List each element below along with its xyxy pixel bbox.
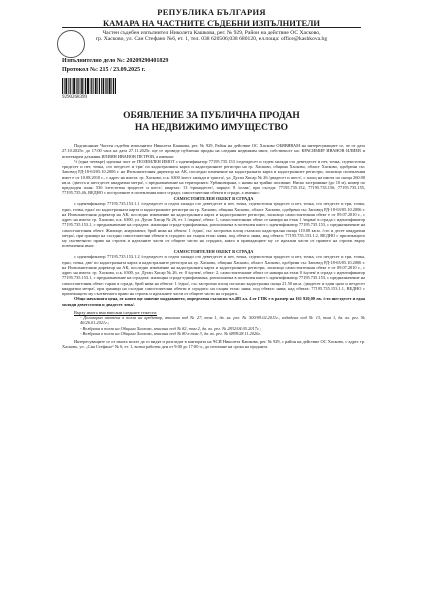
title-line-2: НА НЕДВИЖИМО ИМУЩЕСТВО bbox=[134, 123, 289, 133]
case-number: Изпълнително дело №: 20209290401829 bbox=[62, 58, 169, 64]
property-paragraph: ½ (една четвърт) идеална част от ПОЗЕМЛЕН ИМОТ с идентификатор 77195.735.153 /седемдесет и седем хиляди сто деветдесет и пет, точка, седемстотин тридесет и пет, точка, сто петдесет и три/ по кадастралната карта и кадастралните регистри на гр. Хасково, община Хасково, област Хасково, одобрени със Заповед РД-18-63/05.10.2006 г. на Изпълнителния директор на АК, последно изменение на кадастралната карта и кадастралните регистри, засягащо поземления имот е от 10.08.2010 г., с адрес на имота: гр. Хасково, п.к. 6300 /шест хиляди и триста/, ул. Дугап Хисар № 26 /двадесет и шест/, с площ на имота по скица 260.00 кв.м. /двеста и шестдесет квадратни метра/, с предназначение на територията: Урбанизирана, с начин на трайно ползване: Ниско застрояване (до 10 м), номер по предходен план: 536 /петстотин тридесет и шест/, квартал: 13 /тринадесет/, парцел: 8 /осми/, при съседи: 77195.735.152, 77195.735.156, 77195.735.155, 77195.735.46, ВЕДНО с построените в поземления имот сгради, самостоятелни обекти в сгради, а именно: bbox=[62, 158, 365, 196]
encumbrance-intro: Върху имота има вписани следните тежести: bbox=[74, 309, 158, 315]
sub-object-1-paragraph: с идентификатор 77195.735.153.1.1 /седемдесет и седем хиляди сто деветдесет и пет, точка, седемстотин тридесет и пет, точка, сто петдесет и три, точка, едно, точка, едно/ по кадастралната карта и кадастралните регистри на гр. Хасково, община Хасково, област Хасково, одобрени със Заповед РД-18-63/05.10.2006 г. на Изпълнителния директор на АК, последно изменение на кадастралната карта и кадастралните регистри, засягащо самостоятелния обект е от 09.07.2010 г., с адрес на имота: гр. Хасково, п.к. 6300, ул. Дугап Хисар № 26, ет. 1 /първи/, обект: 1, самостоятелният обект се намира на етаж 1 /първи/ в сграда с идентификатор 77195.735.153.1, с предназначение на сградата: жилищна сграда-еднофамилна, разположена в поземлен имот с идентификатор 77195.735.153, с предназначение на самостоятелния обект: Жилище, апартамент, брой нива на обекта: 1 /едно/, със застроена площ съгласно кадастрална скица 110.00 кв.м. /сто и десет квадратни метра/, при граници на съседни самостоятелни обекти в сградата: на същия етаж: няма, под обекта: няма, над обекта: 77195.735.153.1.2, ВЕДНО с прилежащото му съответното право на строеж и идеалните части от общите части на сградата, както и припадащите му се идеални части от правото на строеж върху поземления имот. bbox=[62, 201, 365, 249]
price-paragraph: Общо началната цена, от която ще започне наддаването, определена съгласно чл.485 ал. 4 от ГПК е в размер на 161 920,00 лв. /сто шестдесет и една хиляди деветстотин и двадесет лева/. bbox=[62, 296, 365, 307]
list-item: - Възбрана в полза на Община Хасково, вписана под № 80 в том 3, дв. вх. рег. № 6899/28.11.2020г. bbox=[80, 330, 262, 336]
case-meta bbox=[62, 57, 168, 74]
encumbrance-list bbox=[62, 315, 365, 336]
intro-paragraph: Подписаният Частен съдебен изпълнител Николета Кашкова, рег. № 929, Район на действие ОС Хасково ОБЯВЯВАМ на интересуващите се, че от дата 27.10.2025г. до 17:00 часа на дата 27.11.2025г. ще се проведе публична продан на следния недвижим имот, собственост на: КРАСИМИР ИВАНОВ ИЛИЕВ и ипотекарен длъжник ИЛИЯН ИВАНОВ ПЕТРОВ, а именно: bbox=[62, 143, 365, 159]
protocol-number: Протокол №: 215 / 23.09.2025 г. bbox=[62, 66, 146, 73]
address-line: гр. Хасково, ул. Сан Стефано №6, ет. 1, тел. 038 620506;038 680120, ел.поща: office@kashkova.bg bbox=[95, 36, 328, 42]
officer-line: Частен съдебен изпълнител Николета Кашкова, рег. № 929, Район на действие ОС Хасково, bbox=[102, 30, 321, 36]
sub-object-2-title: САМОСТОЯТЕЛЕН ОБЕКТ В СГРАДА bbox=[173, 249, 254, 254]
list-item: - Договорна ипотека в полза на кредитор, вписана под № 27, том 1, дв. вх. рег. № 500/09.02.2011г., издадена под № 13, том 1, дв. вх. рег. № 40/26.01.2021г.; bbox=[80, 315, 365, 326]
header-divider bbox=[62, 27, 361, 28]
title-line-1: ОБЯВЛЕНИЕ ЗА ПУБЛИЧНА ПРОДАН bbox=[123, 111, 300, 121]
chamber-name: КАМАРА НА ЧАСТНИТЕ СЪДЕБНИ ИЗПЪЛНИТЕЛИ bbox=[102, 18, 321, 28]
sub-object-2-paragraph: с идентификатор 77195.735.153.1.2 /седемдесет и седем хиляди сто деветдесет и пет, точка, седемстотин тридесет и пет, точка, сто петдесет и три, точка, едно, точка, две/ по кадастралната карта и кадастралните регистри на гр. Хасково, община Хасково, област Хасково, одобрени със Заповед РД-18-63/05.10.2006 г. на Изпълнителния директор на АК, последно изменение на кадастралната карта и кадастралните регистри, засягащо самостоятелния обект е от 09.07.2010 г., с адрес на имота: гр. Хасково, п.к. 6300, ул. Дугап Хисар № 26, ет. 0 /нулев/, обект: 2, самостоятелният обект се намира на етаж 0 /нулев/ в сграда с идентификатор 77195.735.153.1, с предназначение на сградата: жилищна сграда-еднофамилна, разположена в поземлен имот с идентификатор 77195.735.153, с предназначение на самостоятелния обект: гараж в сграда, брой нива на обекта: 1 /едно/, със застроена площ съгласно кадастрална скица 21.50 кв.м. /двадесет и един цяло и петдесет квадратни метра/, при граници на съседни самостоятелни обекти в сградата: на същия етаж: няма, под обекта: няма, над обекта: 77195.735.153.1.1, ВЕДНО с прилежащото му съответното право на строеж и идеалните части от общите части на сградата. bbox=[62, 254, 365, 296]
list-item: - Възбрана в полза на Община Хасково, вписана под № 82, том 2, дв. вх. рег. № 2832/04.05.2017г.; bbox=[80, 325, 261, 331]
barcode-number: 9290268399 bbox=[62, 95, 87, 100]
document-title bbox=[0, 110, 423, 134]
sub-object-1-title: САМОСТОЯТЕЛЕН ОБЕКТ В СГРАДА bbox=[173, 196, 254, 201]
seal-stamp-icon bbox=[57, 30, 85, 58]
country-name: РЕПУБЛИКА БЪЛГАРИЯ bbox=[157, 7, 266, 17]
barcode-icon bbox=[62, 78, 116, 94]
document-body bbox=[62, 143, 365, 350]
closing-paragraph: Интересуващите се от имота могат да го видят и разгледат в кантората на ЧСИ Николета Кашкова, рег. № 929, с район на действие ОС Хасково, с адрес гр. Хасково, ул. „Сан Стефано“ № 6, ет. 1, всеки работен ден от 9:00 до 17:00 ч., до изтичане на срока на проданта. bbox=[62, 339, 365, 350]
